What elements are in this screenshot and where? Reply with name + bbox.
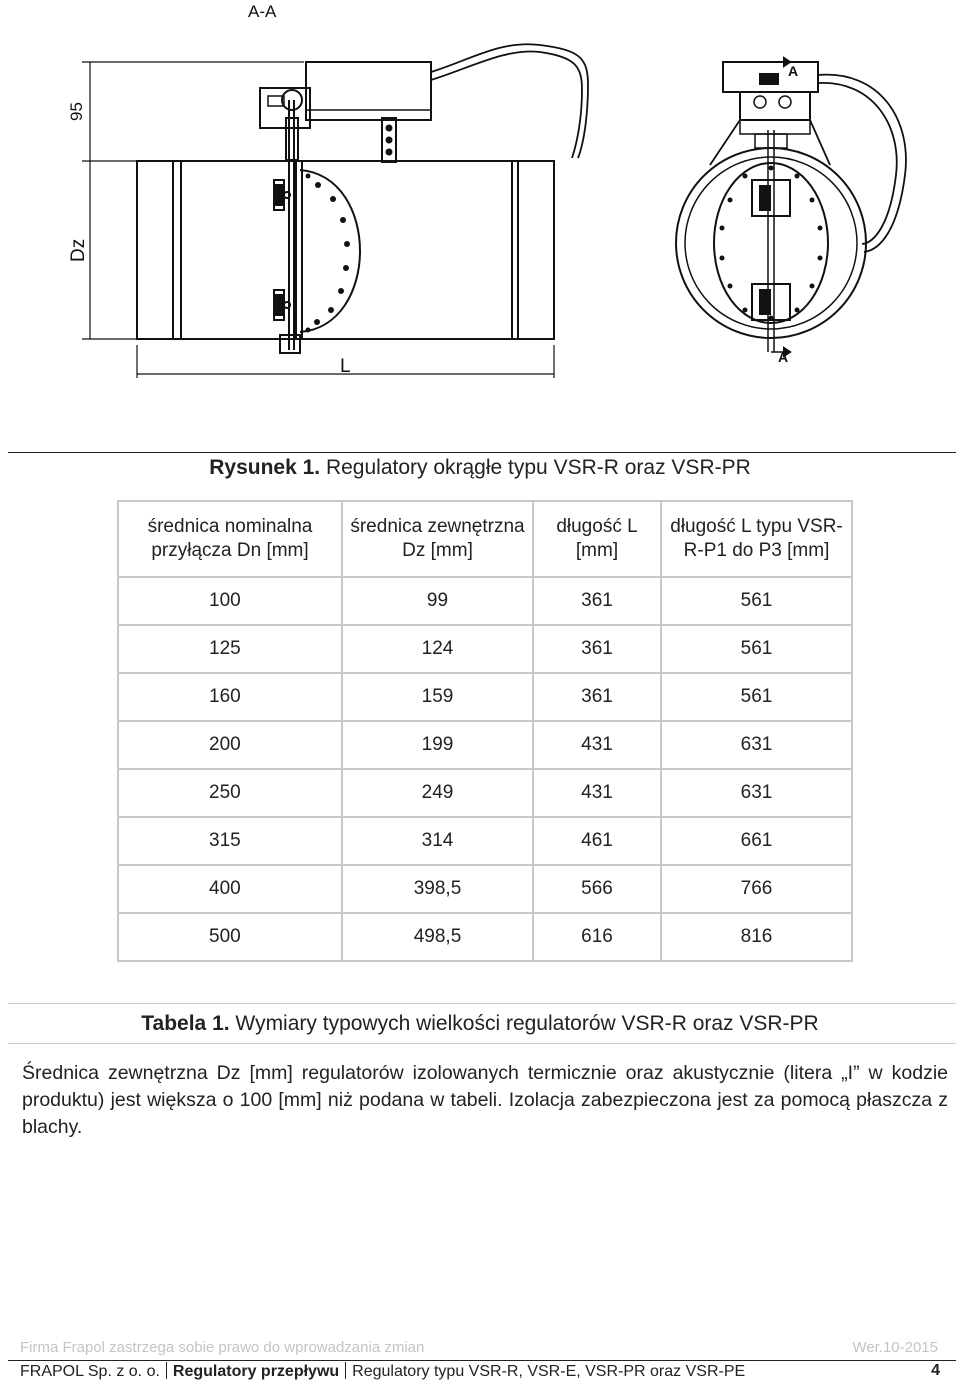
cell-dn: 315 (118, 817, 342, 865)
table-caption-lead: Tabela 1. (141, 1012, 230, 1035)
cell-l: 616 (533, 913, 661, 961)
cell-dn: 200 (118, 721, 342, 769)
dimensions-table (117, 500, 853, 962)
damper-drawing-svg (0, 0, 960, 440)
cell-dz: 99 (342, 577, 533, 625)
section-marker-top: A (788, 63, 799, 79)
separator-line (8, 452, 956, 453)
cell-l: 361 (533, 577, 661, 625)
cell-dz: 199 (342, 721, 533, 769)
cell-l-p: 561 (661, 673, 852, 721)
cell-dn: 160 (118, 673, 342, 721)
dim-95-label: 95 (67, 102, 86, 121)
table-row (118, 625, 852, 673)
figure-caption-lead: Rysunek 1. (209, 456, 321, 479)
table-row (118, 577, 852, 625)
cell-l-p: 766 (661, 865, 852, 913)
header-dz: średnica zewnętrzna Dz [mm] (342, 501, 533, 577)
footer-bar (20, 1362, 940, 1384)
actuator (306, 62, 431, 120)
header-l-p1-p3: długość L typu VSR-R-P1 do P3 [mm] (661, 501, 852, 577)
cell-l: 431 (533, 721, 661, 769)
footer-version: Wer.10-2015 (852, 1339, 938, 1356)
cell-dn: 400 (118, 865, 342, 913)
page-number: 4 (931, 1362, 940, 1379)
table-row (118, 865, 852, 913)
cell-l-p: 816 (661, 913, 852, 961)
cell-l-p: 631 (661, 721, 852, 769)
technical-drawing (0, 0, 960, 440)
cell-dn: 100 (118, 577, 342, 625)
header-dn: średnica nominalna przyłącza Dn [mm] (118, 501, 342, 577)
cell-dz: 249 (342, 769, 533, 817)
cell-dz: 159 (342, 673, 533, 721)
separator-line (8, 1043, 956, 1044)
table-row (118, 817, 852, 865)
cell-dn: 125 (118, 625, 342, 673)
table-row (118, 673, 852, 721)
footer-section: Regulatory przepływu (172, 1363, 340, 1380)
cell-dn: 500 (118, 913, 342, 961)
cell-l: 566 (533, 865, 661, 913)
footer-disclaimer: Firma Frapol zastrzega sobie prawo do wprowadzania zmian (20, 1339, 425, 1356)
table-caption (0, 1010, 960, 1038)
figure-caption-text: Regulatory okrągłe typu VSR-R oraz VSR-PR (320, 456, 751, 479)
cell-l-p: 561 (661, 625, 852, 673)
section-marker-bottom: A (778, 349, 789, 365)
cell-l-p: 631 (661, 769, 852, 817)
footer-doc-title: Regulatory typu VSR-R, VSR-E, VSR-PR oraz VSR-PE (352, 1363, 746, 1380)
separator-line (8, 1003, 956, 1004)
cell-l: 361 (533, 673, 661, 721)
cell-dz: 498,5 (342, 913, 533, 961)
table-row (118, 721, 852, 769)
duct-body (137, 161, 554, 339)
cell-l: 361 (533, 625, 661, 673)
dim-l-label: L (340, 356, 351, 377)
cell-l: 461 (533, 817, 661, 865)
cell-dz: 314 (342, 817, 533, 865)
front-view (676, 58, 906, 356)
cell-dn: 250 (118, 769, 342, 817)
footer-divider (166, 1362, 167, 1379)
table-caption-text: Wymiary typowych wielkości regulatorów VSR-R oraz VSR-PR (229, 1012, 819, 1035)
header-l: długość L [mm] (533, 501, 661, 577)
side-view (82, 44, 588, 378)
footer-company: FRAPOL Sp. z o. o. (20, 1363, 160, 1380)
insulation-note: Średnica zewnętrzna Dz [mm] regulatorów izolowanych termicznie oraz akustycznie (litera „I” w kodzie produktu) jest większa o 100 [mm] niż podana w tabeli. Izolacja zabezpieczona jest za pomocą płaszcza z blachy. (22, 1062, 948, 1138)
cell-l-p: 661 (661, 817, 852, 865)
section-label: A-A (248, 2, 277, 21)
table-row (118, 769, 852, 817)
footer-divider (345, 1362, 346, 1379)
figure-caption (0, 454, 960, 482)
cell-l-p: 561 (661, 577, 852, 625)
cell-dz: 124 (342, 625, 533, 673)
footer-separator (8, 1360, 956, 1361)
table-row (118, 913, 852, 961)
table-header-row (118, 501, 852, 577)
cell-l: 431 (533, 769, 661, 817)
cell-dz: 398,5 (342, 865, 533, 913)
dim-dz-label: Dz (68, 238, 89, 262)
